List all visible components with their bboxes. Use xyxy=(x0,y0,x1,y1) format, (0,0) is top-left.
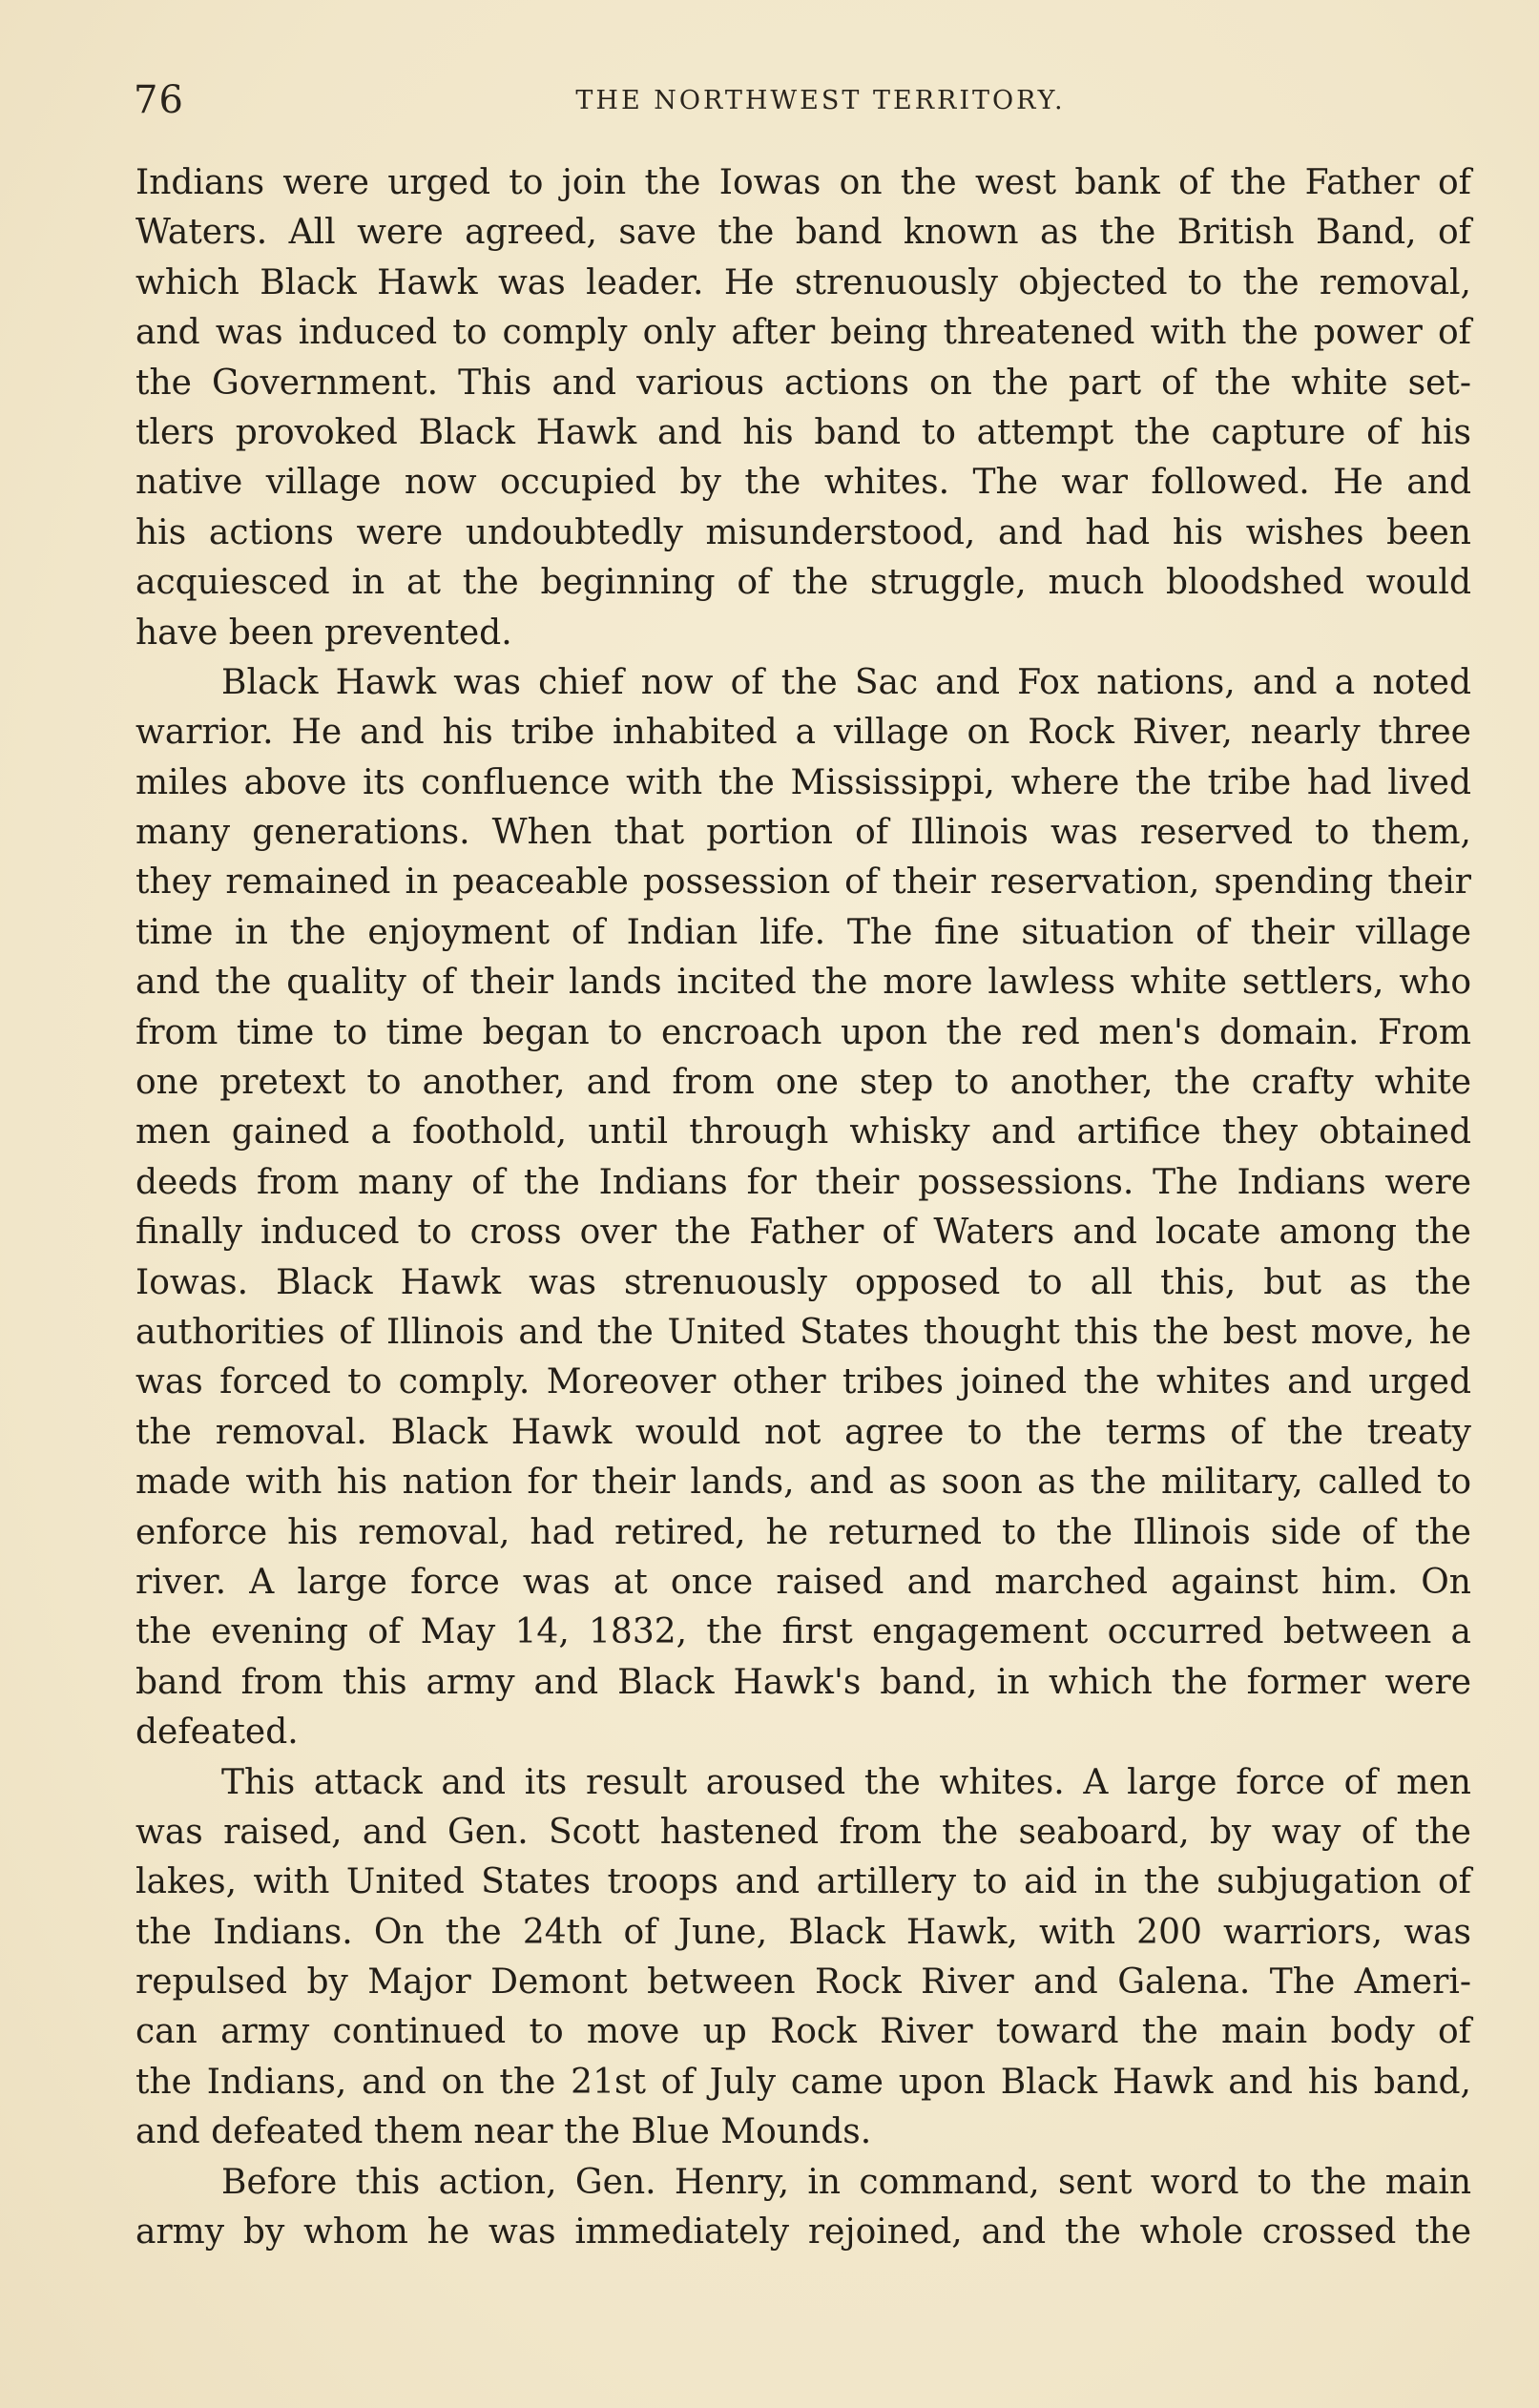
text-line: was forced to comply. Moreover other tribes joined the whites and urged xyxy=(135,1362,1471,1402)
text-line: and the quality of their lands incited the more lawless white settlers, who xyxy=(135,963,1471,1003)
text-line: from time to time began to encroach upon the red men's domain. From xyxy=(135,1012,1471,1052)
text-line: lakes, with United States troops and artillery to aid in the subjugation of xyxy=(135,1862,1471,1902)
text-line: the removal. Black Hawk would not agree to the terms of the treaty xyxy=(135,1412,1471,1452)
text-line: was raised, and Gen. Scott hastened from the seaboard, by way of the xyxy=(135,1812,1471,1852)
text-line: defeated. xyxy=(135,1713,299,1753)
text-line: native village now occupied by the whites. The war followed. He and xyxy=(135,463,1471,503)
text-line: Iowas. Black Hawk was strenuously opposed to all this, but as the xyxy=(135,1262,1471,1302)
text-line: finally induced to cross over the Father of Waters and locate among the xyxy=(135,1213,1471,1253)
text-line: the evening of May 14, 1832, the first engagement occurred between a xyxy=(135,1612,1471,1652)
running-title: THE NORTHWEST TERRITORY. xyxy=(575,86,1066,115)
text-line: his actions were undoubtedly misunderstood, and had his wishes been xyxy=(135,512,1471,552)
text-line: they remained in peaceable possession of their reservation, spending their xyxy=(135,862,1471,903)
text-line: Black Hawk was chief now of the Sac and Fox nations, and a noted xyxy=(221,662,1471,702)
text-line: tlers provoked Black Hawk and his band to attempt the capture of his xyxy=(135,412,1471,452)
text-line: and was induced to comply only after being threatened with the power of xyxy=(135,313,1471,353)
text-line: river. A large force was at once raised and marched against him. On xyxy=(135,1562,1471,1602)
text-line: army by whom he was immediately rejoined, and the whole crossed the xyxy=(135,2212,1471,2252)
text-line: many generations. When that portion of Illinois was reserved to them, xyxy=(135,813,1471,853)
text-line: Before this action, Gen. Henry, in command, sent word to the main xyxy=(221,2162,1471,2202)
text-line: band from this army and Black Hawk's band, in which the former were xyxy=(135,1662,1471,1702)
text-line: Indians were urged to join the Iowas on the west bank of the Father of xyxy=(135,163,1471,202)
text-line: This attack and its result aroused the whites. A large force of men xyxy=(221,1762,1471,1802)
text-line: can army continued to move up Rock River toward the main body of xyxy=(135,2012,1471,2052)
page-header xyxy=(134,74,1469,132)
text-line: and defeated them near the Blue Mounds. xyxy=(135,2112,872,2152)
text-line: one pretext to another, and from one step to another, the crafty white xyxy=(135,1063,1471,1103)
page-number: 76 xyxy=(134,78,184,122)
text-line: the Indians, and on the 21st of July came upon Black Hawk and his band, xyxy=(135,2062,1471,2102)
text-line: deeds from many of the Indians for their possessions. The Indians were xyxy=(135,1162,1471,1202)
text-line: repulsed by Major Demont between Rock River and Galena. The Ameri- xyxy=(135,1962,1471,2003)
text-line: which Black Hawk was leader. He strenuously objected to the removal, xyxy=(135,262,1471,302)
text-line: made with his nation for their lands, and as soon as the military, called to xyxy=(135,1463,1471,1503)
text-line: authorities of Illinois and the United States thought this the best move, he xyxy=(135,1312,1471,1352)
text-line: acquiesced in at the beginning of the struggle, much bloodshed would xyxy=(135,563,1471,603)
text-line: enforce his removal, had retired, he returned to the Illinois side of the xyxy=(135,1512,1471,1552)
text-line: men gained a foothold, until through whisky and artifice they obtained xyxy=(135,1112,1471,1152)
text-line: Waters. All were agreed, save the band known as the British Band, of xyxy=(135,213,1471,253)
text-line: the Indians. On the 24th of June, Black Hawk, with 200 warriors, was xyxy=(135,1912,1471,1952)
text-line: warrior. He and his tribe inhabited a village on Rock River, nearly three xyxy=(135,713,1471,753)
text-line: time in the enjoyment of Indian life. The fine situation of their village xyxy=(135,912,1471,952)
text-line: have been prevented. xyxy=(135,612,512,653)
text-line: the Government. This and various actions on the part of the white set- xyxy=(135,363,1471,403)
body-text xyxy=(135,158,1471,2257)
text-line: miles above its confluence with the Mississippi, where the tribe had lived xyxy=(135,762,1471,802)
